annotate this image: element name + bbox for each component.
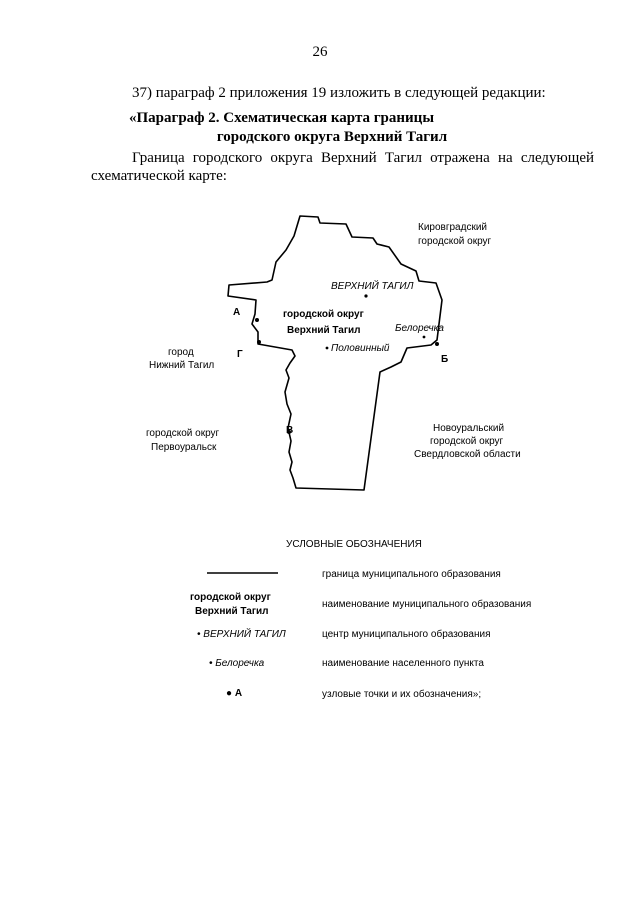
neighbor-ntagil-line1: город <box>168 347 194 358</box>
center-label: ВЕРХНИЙ ТАГИЛ <box>331 281 414 292</box>
body-text-line1: Граница городского округа Верхний Тагил отражена на следующей <box>132 150 594 166</box>
settlement-belorechka-point <box>423 336 426 339</box>
intro-paragraph: 37) параграф 2 приложения 19 изложить в следующей редакции: <box>132 85 546 101</box>
settlement-polovinny-point <box>326 347 329 350</box>
legend-symbol-node: ● А <box>226 688 243 699</box>
neighbor-kirovgrad-line1: Кировградский <box>418 222 487 233</box>
neighbor-pervouralsk-line1: городской округ <box>146 428 220 439</box>
node-label-v: В <box>286 425 294 436</box>
neighbor-ntagil-line2: Нижний Тагил <box>149 360 215 371</box>
legend-item-boundary-text: граница муниципального образования <box>322 569 501 580</box>
body-text-line2: схематической карте: <box>91 168 227 184</box>
neighbor-pervouralsk-line2: Первоуральск <box>151 442 217 453</box>
node-label-g: Г <box>237 349 243 360</box>
legend-symbol-center: • ВЕРХНИЙ ТАГИЛ <box>197 629 286 640</box>
node-point-b <box>435 342 439 346</box>
legend-item-district-text: наименование муниципального образования <box>322 599 532 610</box>
district-name-line2: Верхний Тагил <box>287 325 361 336</box>
section-heading-line1: «Параграф 2. Схематическая карта границы <box>129 110 435 126</box>
neighbor-kirovgrad-line2: городской округ <box>418 236 492 247</box>
node-point-a <box>255 318 259 322</box>
neighbor-novouralsk-line1: Новоуральский <box>433 423 505 434</box>
settlement-belorechka: Белоречка <box>395 323 444 334</box>
node-label-a: А <box>233 307 241 318</box>
legend-title: УСЛОВНЫЕ ОБОЗНАЧЕНИЯ <box>286 539 422 550</box>
legend-symbol-settlement: • Белоречка <box>209 658 265 669</box>
legend-symbol-district-line1: городской округ <box>190 592 271 603</box>
settlement-polovinny: Половинный <box>331 343 390 354</box>
neighbor-novouralsk-line2: городской округ <box>430 436 504 447</box>
center-point <box>364 294 367 297</box>
section-heading-line2: городского округа Верхний Тагил <box>216 129 448 145</box>
neighbor-novouralsk-line3: Свердловской области <box>414 449 521 460</box>
node-point-g <box>257 340 261 344</box>
legend-item-settlement-text: наименование населенного пункта <box>322 658 484 669</box>
legend-symbol-district-line2: Верхний Тагил <box>195 606 269 617</box>
legend-item-node-text: узловые точки и их обозначения»; <box>322 689 482 700</box>
page-number: 26 <box>312 44 328 60</box>
node-label-b: Б <box>441 354 449 365</box>
district-name-line1: городской округ <box>283 309 364 320</box>
legend-item-center-text: центр муниципального образования <box>322 629 491 640</box>
